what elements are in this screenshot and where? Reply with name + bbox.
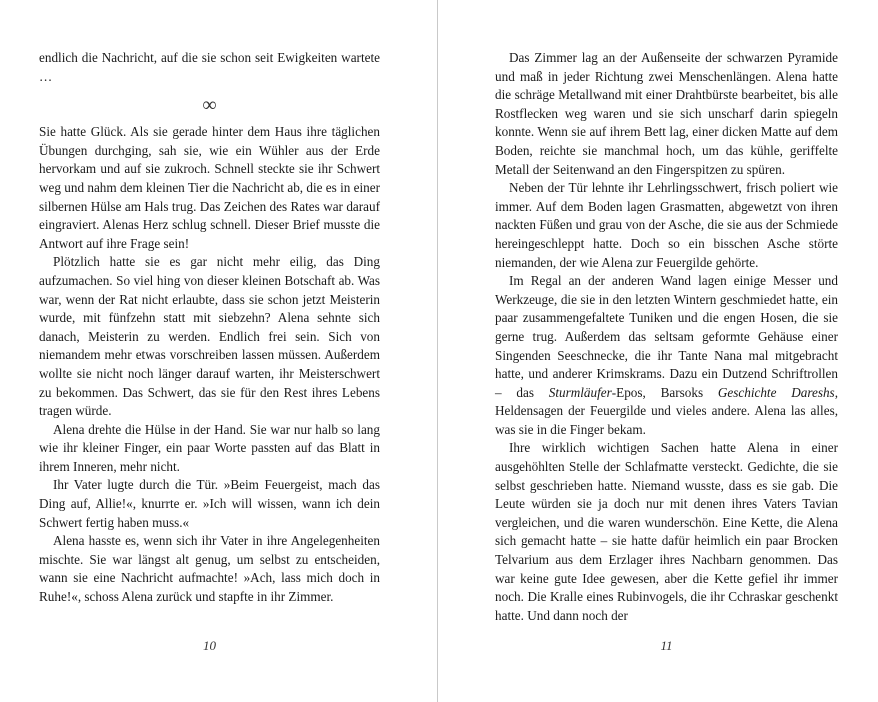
paragraph: endlich die Nachricht, auf die sie schon seit Ewigkeiten wartete … xyxy=(39,50,380,84)
right-page xyxy=(495,0,838,702)
paragraph: Sie hatte Glück. Als sie gerade hinter dem Haus ihre täglichen Übungen durchging, sah sie, wie ein Wühler aus der Erde hervorkam und auf sie zukroch. Schnell steckte sie ihr Schwert weg und nahm dem kleinen Tier die Nachricht ab, die es in einer silbernen Hülse am Hals trug. Das Zeichen des Rates war darauf eingraviert. Alenas Herz schlug schnell. Dieser Brief musste die Antwort auf ihre Frage sein! xyxy=(39,124,380,251)
book-title: Sturmläufer xyxy=(548,384,612,400)
flourish-icon: ∞ xyxy=(202,93,217,116)
paragraph: Das Zimmer lag an der Außenseite der schwarzen Pyramide und maß in jeder Richtung zwei Menschenlängen. Alena hatte die schräge Metallwand mit einer Drahtbürste bearbeitet, bis alle Rostflecken weg waren und sie sich unscharf darin spiegeln konnte. Wenn sie auf ihrem Bett lag, einer dicken Matte auf dem Boden, reichte sie manchmal hoch, um das kühle, geriffelte Metall der Seitenwand an den Fingerspitzen zu spüren. xyxy=(495,50,838,177)
text-run: -Epos, Barsoks xyxy=(611,384,718,400)
text-run: Im Regal an der anderen Wand lagen einige Messer und Werkzeuge, die sie in den letzten Wintern geschmiedet hatte, ein paar zusammengefaltete Tuniken und die engen Hosen, die sie gerne trug. Außerdem das seltsam geformte Gehäuse einer Singenden Seeschnecke, die ihr Tante Nana mal mitgebracht hatte, und anderer Krimskrams. Dazu ein Dutzend Schriftrollen – das xyxy=(495,273,838,400)
paragraph: Alena drehte die Hülse in der Hand. Sie war nur halb so lang wie ihr kleiner Finger, ein paar Worte passten auf das Blatt in ihrem Inneren, mehr nicht. xyxy=(39,421,380,474)
page-number: 10 xyxy=(203,638,216,653)
left-page-text xyxy=(39,49,380,607)
right-page-text xyxy=(495,49,838,625)
paragraph: Neben der Tür lehnte ihr Lehrlingsschwert, frisch poliert wie immer. Auf dem Boden lagen Grasmatten, abgewetzt von ihren nackten Füßen und grau von der Asche, die sie aus der Schmiede hereingeschleppt hatte. Doch so ein bisschen Asche störte niemanden, der wie Alena zur Feuergilde gehörte. xyxy=(495,180,838,270)
paragraph: Alena hasste es, wenn sich ihr Vater in ihre Angelegenheiten mischte. Sie war längst alt genug, um selbst zu entscheiden, wann sie eine Nachricht aufmachte! »Ach, lass mich doch in Ruhe!«, schoss Alena zurück und stapfte in ihr Zimmer. xyxy=(39,533,380,605)
paragraph xyxy=(495,272,838,439)
text-run: , Heldensagen der Feuergilde und vieles andere. Alena las alles, was sie in die Finger bekam. xyxy=(495,384,838,437)
paragraph: Plötzlich hatte sie es gar nicht mehr eilig, das Ding aufzumachen. So viel hing von dieser kleinen Botschaft ab. Was war, wenn der Rat nicht erlaubte, dass sie schon jetzt Meisterin wurde, mit fünfzehn statt mit siebzehn? Alena sehnte sich danach, Meisterin zu werden. Endlich frei sein. Sich von niemandem mehr etwas vorschreiben lassen müssen. Außerdem wollte sie nicht noch länger darauf warten, ihr Meisterschwert zu bekommen. Das Schwert, das sie für den Rest ihres Lebens tragen würde. xyxy=(39,254,380,419)
page-number: 11 xyxy=(660,638,673,653)
gutter-divider xyxy=(437,0,438,702)
paragraph: Ihre wirklich wichtigen Sachen hatte Alena in einer ausgehöhlten Stelle der Schlafmatte versteckt. Gedichte, die sie selbst geschrieben hatte. Niemand wusste, dass es sie gab. Die Leute würden sie ja doch nur mit denen ihres Vaters Tavian vergleichen, und die waren wunderschön. Eine Kette, die Alena sich gemacht hatte – sie hatte dafür heimlich ein paar Brocken Telvarium aus dem Erzlager ihres Nachbarn genommen. Das war keine gute Idee gewesen, aber die Kette gefiel ihr immer noch. Die Kralle eines Rubinvogels, die ihr Cchraskar geschenkt hatte. Und dann noch der xyxy=(495,440,838,623)
paragraph: Ihr Vater lugte durch die Tür. »Beim Feuergeist, mach das Ding auf, Allie!«, knurrte er. »Ich will wissen, wann ich dein Schwert fertig haben muss.« xyxy=(39,477,380,530)
section-break-ornament xyxy=(39,86,380,123)
book-title: Geschichte Dareshs xyxy=(717,384,835,400)
left-page xyxy=(39,0,439,702)
